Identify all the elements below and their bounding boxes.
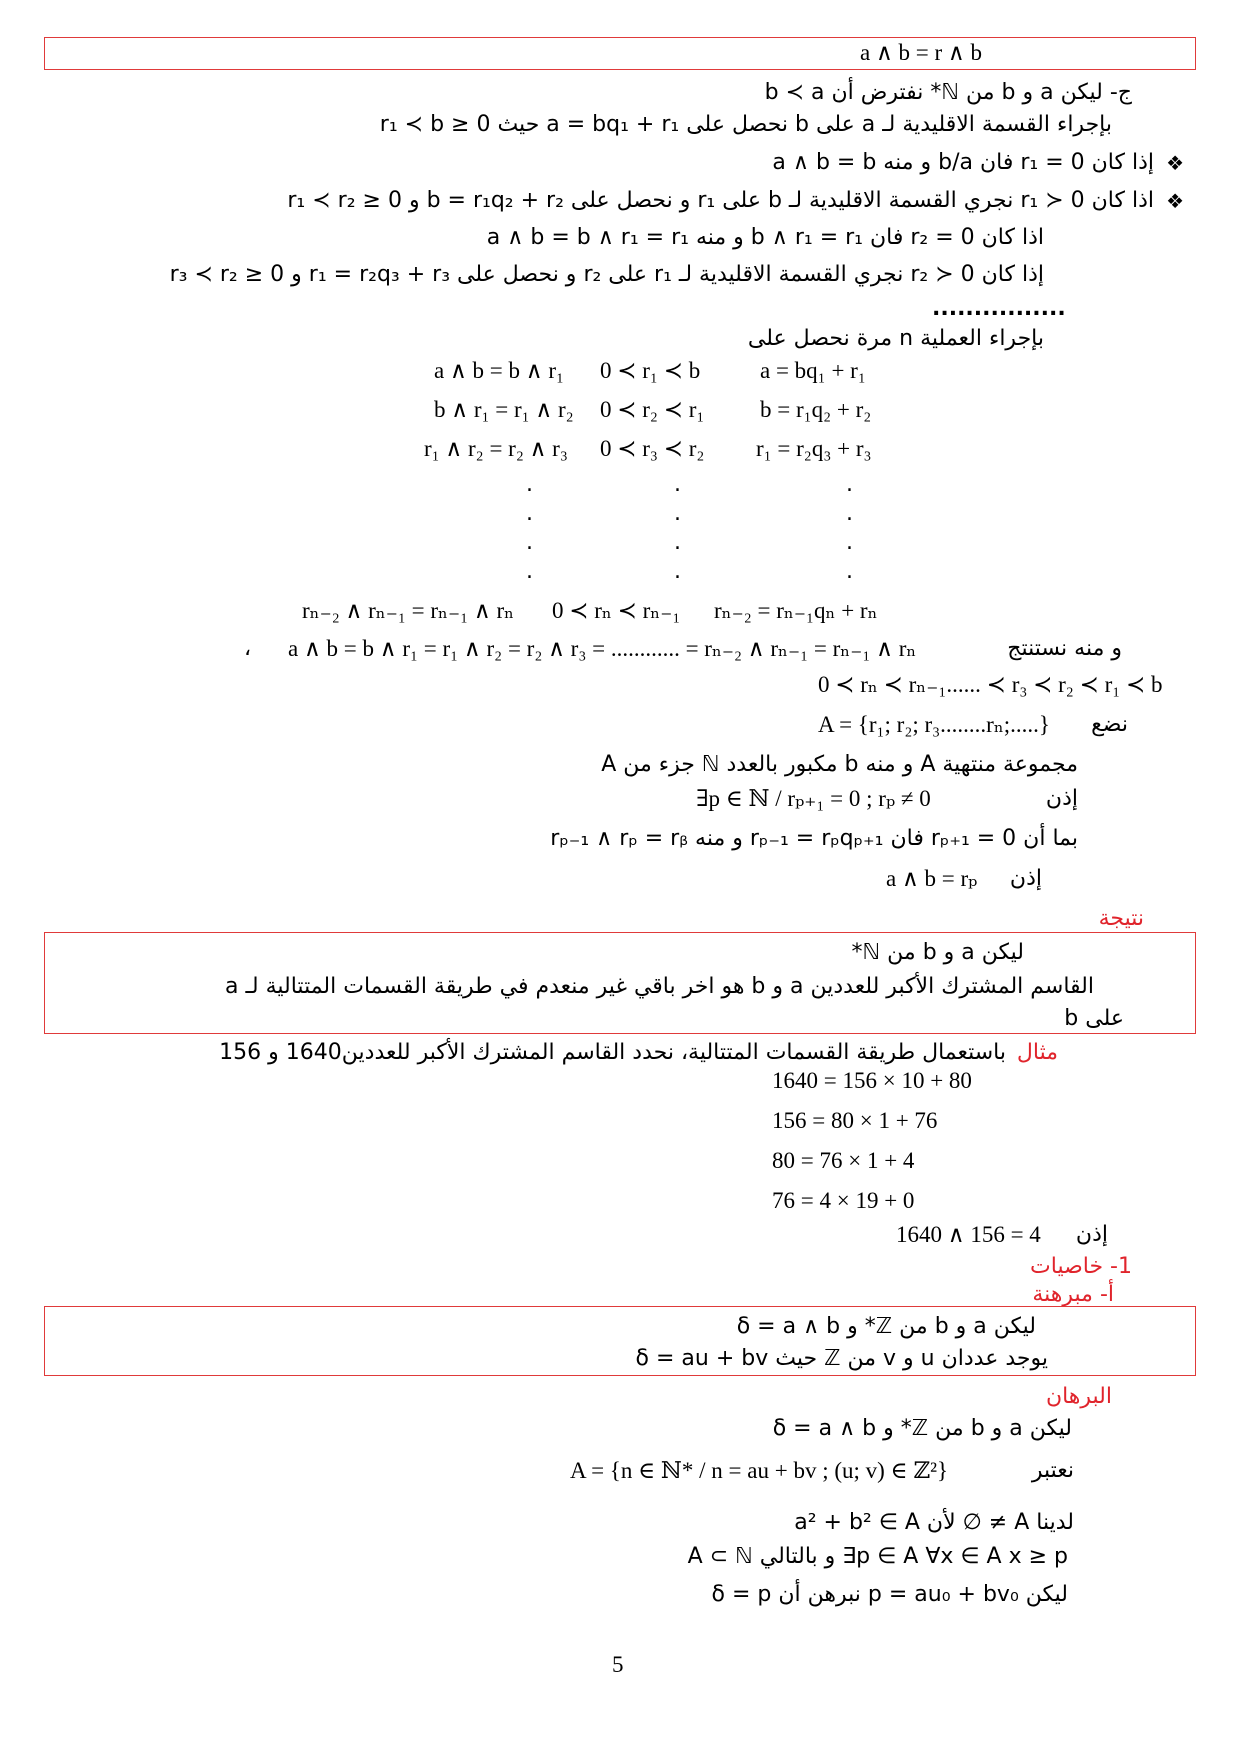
division-row-1-col2: 0 ≺ r₁ ≺ b — [600, 358, 701, 383]
part-c-sub1: اذا كان r₂ = 0 فان b ∧ r₁ = r₁ و منه a ∧ b = b ∧ r₁ = r₁ — [486, 225, 1044, 250]
division-row-3-col2: 0 ≺ r₃ ≺ r₂ — [600, 436, 705, 461]
division-row-1-col1: a ∧ b = b ∧ r₁ — [434, 358, 565, 383]
example-step-3: 80 = 76 × 1 + 4 — [772, 1148, 915, 1173]
division-row-n-col1: rₙ₋₂ ∧ rₙ₋₁ = rₙ₋₁ ∧ rₙ — [302, 598, 515, 623]
proof-line2-label: نعتبر — [1031, 1458, 1074, 1483]
page-number: 5 — [612, 1652, 624, 1677]
division-row-n-col2: 0 ≺ rₙ ≺ rₙ₋₁ — [552, 598, 681, 623]
example-label: مثال — [1016, 1040, 1058, 1065]
dot: . — [846, 472, 853, 497]
remainder-chain: 0 ≺ rₙ ≺ rₙ₋₁...... ≺ r₃ ≺ r₂ ≺ r₁ ≺ b — [818, 672, 1163, 697]
bullet-icon: ❖ — [1166, 189, 1184, 213]
final-label: إذن — [1009, 866, 1042, 891]
example-text: باستعمال طريقة القسمات المتتالية، نحدد القاسم المشترك الأكبر للعددين1640 و 156 — [219, 1040, 1006, 1065]
example-conclusion-label: إذن — [1075, 1222, 1108, 1247]
dot: . — [526, 559, 533, 584]
conclude-label: و منه نستنتج — [1007, 636, 1122, 661]
division-row-1-col3: a = bq₁ + r₁ — [760, 358, 866, 383]
proof-line2-formula: A = {n ∈ ℕ* / n = au + bv ; (u; v) ∈ ℤ²} — [570, 1458, 949, 1483]
dot: . — [846, 559, 853, 584]
properties-heading: 1- خاصيات — [1030, 1254, 1132, 1279]
division-row-2-col2: 0 ≺ r₂ ≺ r₁ — [600, 397, 705, 422]
result-line1: ليكن a و b من ℕ* — [851, 940, 1024, 965]
division-row-2-col1: b ∧ r₁ = r₁ ∧ r₂ — [434, 397, 574, 422]
since-text: بما أن rₚ₊₁ = 0 فان rₚ₋₁ = rₚqₚ₊₁ و منه rₚ₋₁ ∧ rₚ = rᵦ — [550, 826, 1078, 851]
exists-formula: ∃p ∈ ℕ / rₚ₊₁ = 0 ; rₚ ≠ 0 — [696, 786, 931, 811]
theorem-line2: يوجد عددان u و v من ℤ حيث δ = au + bv — [635, 1346, 1048, 1371]
part-c-repeat: بإجراء العملية n مرة نحصل على — [747, 326, 1044, 351]
division-row-2-col3: b = r₁q₂ + r₂ — [760, 397, 872, 422]
example-step-4: 76 = 4 × 19 + 0 — [772, 1188, 915, 1213]
proof-title: البرهان — [1045, 1384, 1112, 1409]
dot: . — [674, 501, 681, 526]
proof-line1: ليكن a و b من ℤ* و δ = a ∧ b — [772, 1416, 1072, 1441]
bullet-icon: ❖ — [1166, 151, 1184, 175]
finite-set-text: A جزء من ℕ مكبور بالعدد b و منه A مجموعة منتهية — [601, 752, 1078, 777]
theorem-label: أ- مبرهنة — [1032, 1282, 1114, 1307]
part-c-intro: ج- ليكن a و b من ℕ* نفترض أن b ≺ a — [764, 80, 1132, 105]
set-formula: A = {r₁; r₂; r₃........rₙ;.....} — [818, 712, 1050, 737]
dot: . — [674, 472, 681, 497]
division-row-3-col1: r₁ ∧ r₂ = r₂ ∧ r₃ — [424, 436, 568, 461]
example-step-1: 1640 = 156 × 10 + 80 — [772, 1068, 972, 1093]
part-c-division: بإجراء القسمة الاقليدية لـ a على b نحصل على a = bq₁ + r₁ حيث 0 ≤ r₁ ≺ b — [379, 112, 1112, 137]
part-c-case1: إذا كان r₁ = 0 فان b/a و منه a ∧ b = b — [772, 150, 1154, 175]
example-step-2: 156 = 80 × 1 + 76 — [772, 1108, 938, 1133]
proof-line4: A ⊂ ℕ و بالتالي ∃p ∈ A ∀x ∈ A x ≥ p — [687, 1544, 1068, 1569]
division-row-n-col3: rₙ₋₂ = rₙ₋₁qₙ + rₙ — [714, 598, 878, 623]
final-formula: a ∧ b = rₚ — [886, 866, 978, 891]
set-label: نضع — [1091, 712, 1128, 737]
dot: . — [846, 501, 853, 526]
dot: . — [674, 530, 681, 555]
top-box-formula: a ∧ b = r ∧ b — [860, 40, 983, 65]
example-conclusion-formula: 1640 ∧ 156 = 4 — [896, 1222, 1041, 1247]
part-c-case2: اذا كان r₁ ≻ 0 نجري القسمة الاقليدية لـ b على r₁ و نحصل على b = r₁q₂ + r₂ و 0 ≤ r₁ ≺ r₂ — [287, 188, 1154, 213]
dot: . — [526, 501, 533, 526]
result-line2: القاسم المشترك الأكبر للعددين a و b هو اخر باقي غير منعدم في طريقة القسمات المتتالية لـ a — [224, 974, 1094, 999]
result-line3: على b — [1064, 1006, 1124, 1031]
dot: . — [674, 559, 681, 584]
dot: . — [846, 530, 853, 555]
division-row-3-col3: r₁ = r₂q₃ + r₃ — [756, 436, 872, 461]
result-title: نتيجة — [1098, 906, 1144, 931]
proof-line5: ليكن p = au₀ + bv₀ نبرهن أن δ = p — [711, 1582, 1068, 1607]
dot: . — [526, 530, 533, 555]
part-c-ellipsis: ................ — [932, 296, 1066, 321]
proof-line3: لدينا A ≠ ∅ لأن a² + b² ∈ A — [794, 1510, 1074, 1535]
theorem-line1: ليكن a و b من ℤ* و δ = a ∧ b — [736, 1314, 1036, 1339]
dot: . — [526, 472, 533, 497]
conclude-formula: a ∧ b = b ∧ r₁ = r₁ ∧ r₂ = r₂ ∧ r₃ = ............ = rₙ₋₂ ∧ rₙ₋₁ = rₙ₋₁ ∧ rₙ — [288, 636, 917, 661]
conclude-separator: ، — [244, 636, 252, 661]
part-c-sub2: إذا كان r₂ ≻ 0 نجري القسمة الاقليدية لـ r₁ على r₂ و نحصل على r₁ = r₂q₃ + r₃ و 0 ≤ r₃ ≺ r₂ — [169, 262, 1044, 287]
exists-label: إذن — [1045, 786, 1078, 811]
top-formula-box — [44, 37, 1196, 70]
